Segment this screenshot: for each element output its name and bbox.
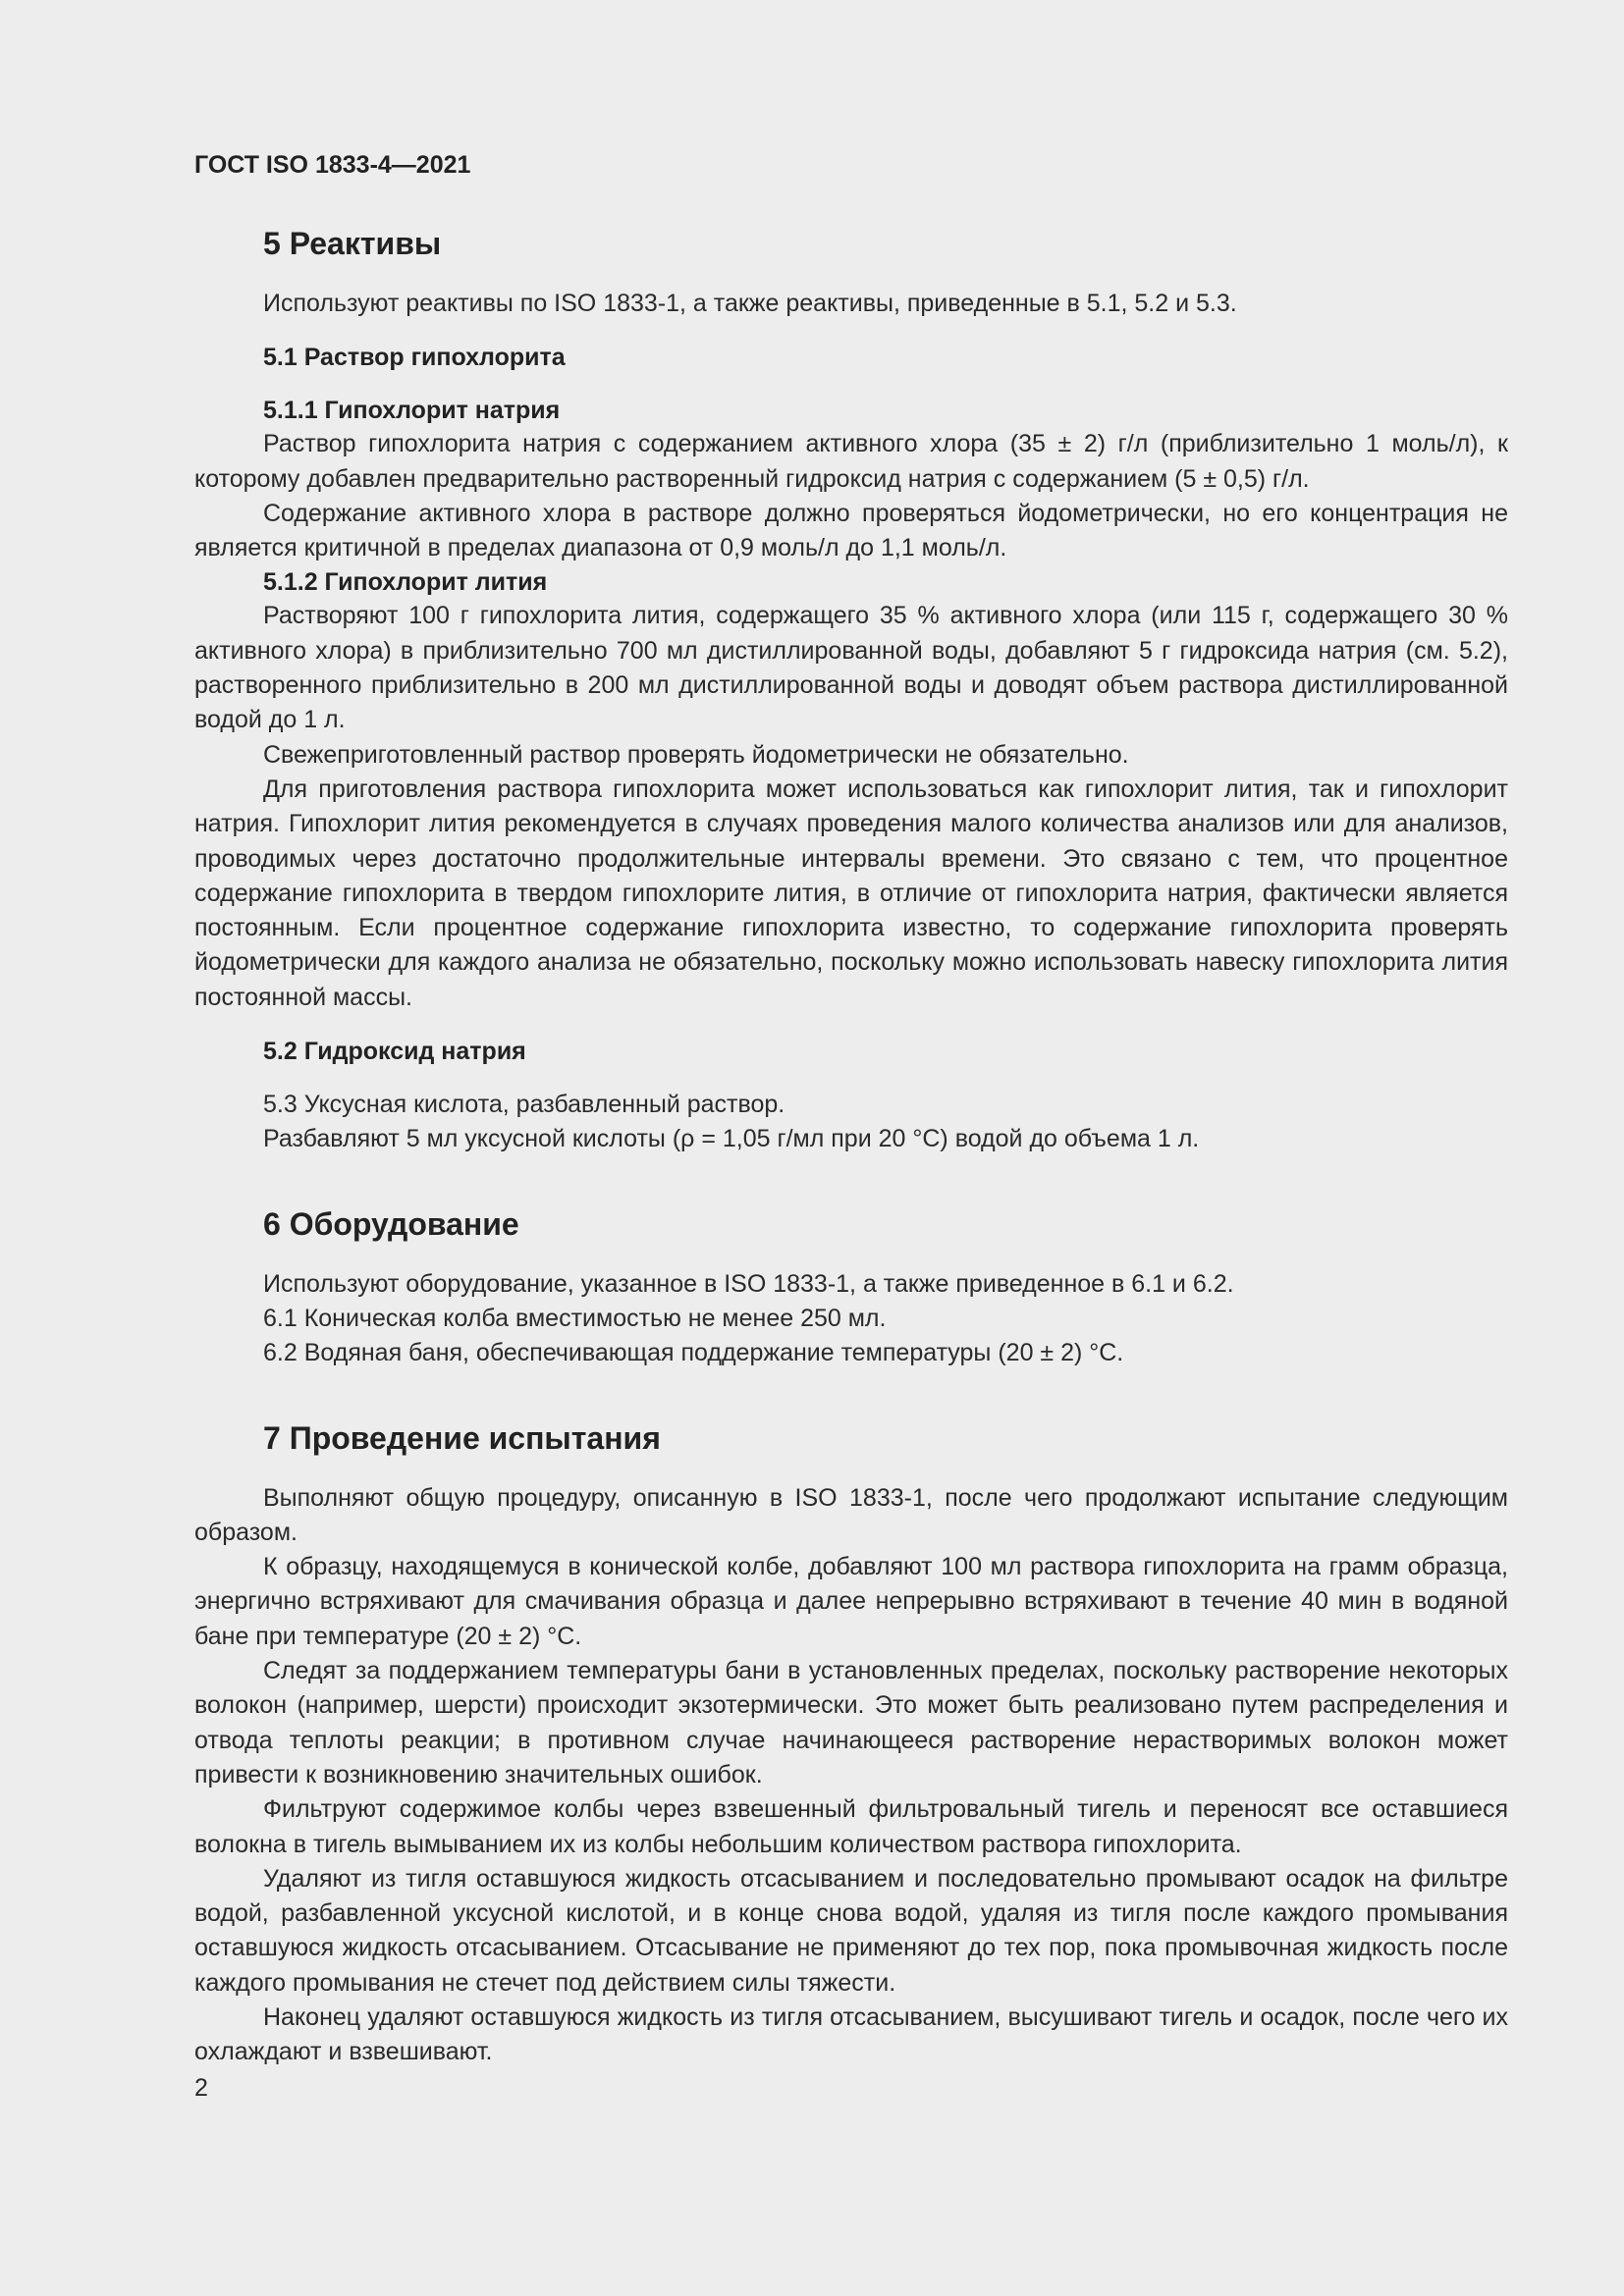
section-5-intro: Используют реактивы по ISO 1833-1, а также реактивы, приведенные в 5.1, 5.2 и 5.3. — [263, 290, 1237, 317]
subsection-5-1-1-title: 5.1.1 Гипохлорит натрия — [263, 397, 561, 425]
paragraph-7-6: Наконец удаляют оставшуюся жидкость из тигля отсасыванием, высушивают тигель и осадок, после чего их охлаждают и взвешивают. — [194, 2002, 1508, 2066]
paragraph-7-4: Фильтруют содержимое колбы через взвешенный фильтровальный тигель и переносят все оставшиеся волокна в тигель вымыванием их из колбы небольшим количеством раствора гипохлорита. — [194, 1795, 1508, 1858]
page-content — [194, 147, 1508, 2070]
paragraph-5-1-1-a: Раствор гипохлорита натрия с содержанием активного хлора (35 ± 2) г/л (приблизительно 1 моль/л), к которому добавлен предварительно растворенный гидроксид натрия с содержанием (5 ± 0,5) г/л. — [194, 430, 1508, 493]
paragraph-5-3: Разбавляют 5 мл уксусной кислоты (ρ = 1,05 г/мл при 20 °С) водой до объема 1 л. — [263, 1125, 1200, 1153]
item-6-1: 6.1 Коническая колба вместимостью не менее 250 мл. — [263, 1304, 887, 1332]
paragraph-7-3: Следят за поддержанием температуры бани в установленных пределах, поскольку растворение некоторых волокон (например, шерсти) происходит экзотермически. Это может быть реализовано путем распределения и отвода теплоты реакции; в противном случае начинающееся растворение нерастворимых волокон может привести к возникновению значительных ошибок. — [194, 1657, 1508, 1789]
subsection-5-1-title: 5.1 Раствор гипохлорита — [263, 344, 566, 372]
paragraph-5-1-2-c: Для приготовления раствора гипохлорита может использоваться как гипохлорит лития, так и гипохлорит натрия. Гипохлорит лития рекомендуется в случаях проведения малого количества анализов или для анализов, проводимых через достаточно продолжительные интервалы времени. Это связано с тем, что процентное содержание гипохлорита в твердом гипохлорите лития, в отличие от гипохлорита натрия, фактически является постоянным. Если процентное содержание гипохлорита известно, то содержание гипохлорита проверять йодометрически для каждого анализа не обязательно, поскольку можно использовать навеску гипохлорита лития постоянной массы. — [194, 774, 1508, 1011]
paragraph-5-1-1-b: Содержание активного хлора в растворе должно проверяться йодометрически, но его концентрация не является критичной в пределах диапазона от 0,9 моль/л до 1,1 моль/л. — [194, 499, 1508, 562]
subsection-5-2-title: 5.2 Гидроксид натрия — [263, 1038, 526, 1066]
section-6-title: 6 Оборудование — [263, 1205, 519, 1242]
subsection-5-3-title: 5.3 Уксусная кислота, разбавленный раствор. — [263, 1091, 785, 1119]
page-number: 2 — [194, 2074, 208, 2102]
document-header: ГОСТ ISO 1833-4—2021 — [194, 151, 471, 179]
subsection-5-1-2-title: 5.1.2 Гипохлорит лития — [263, 568, 548, 597]
section-6-intro: Используют оборудование, указанное в ISO 1833-1, а также приведенное в 6.1 и 6.2. — [263, 1269, 1234, 1298]
paragraph-5-1-2-a: Растворяют 100 г гипохлорита лития, содержащего 35 % активного хлора (или 115 г, содержащего 30 % активного хлора) в приблизительно 700 мл дистиллированной воды, добавляют 5 г гидроксида натрия (см. 5.2), растворенного приблизительно в 200 мл дистиллированной воды и доводят объем раствора дистиллированной водой до 1 л. — [194, 602, 1508, 734]
item-6-2: 6.2 Водяная баня, обеспечивающая поддержание температуры (20 ± 2) °С. — [263, 1339, 1124, 1367]
paragraph-7-2: К образцу, находящемуся в конической колбе, добавляют 100 мл раствора гипохлорита на грамм образца, энергично встряхивают для смачивания образца и далее непрерывно встряхивают в течение 40 мин в водяной бане при температуре (20 ± 2) °С. — [194, 1553, 1508, 1650]
section-7-title: 7 Проведение испытания — [263, 1419, 661, 1456]
paragraph-7-1: Выполняют общую процедуру, описанную в ISO 1833-1, после чего продолжают испытание следующим образом. — [194, 1483, 1508, 1546]
paragraph-5-1-2-b: Свежеприготовленный раствор проверять йодометрически не обязательно. — [263, 740, 1129, 769]
paragraph-7-5: Удаляют из тигля оставшуюся жидкость отсасыванием и последовательно промывают осадок на фильтре водой, разбавленной уксусной кислотой, и в конце снова водой, удаляя из тигля после каждого промывания оставшуюся жидкость отсасыванием. Отсасывание не применяют до тех пор, пока промывочная жидкость после каждого промывания не стечет под действием силы тяжести. — [194, 1864, 1508, 1997]
section-5-title: 5 Реактивы — [263, 226, 442, 261]
